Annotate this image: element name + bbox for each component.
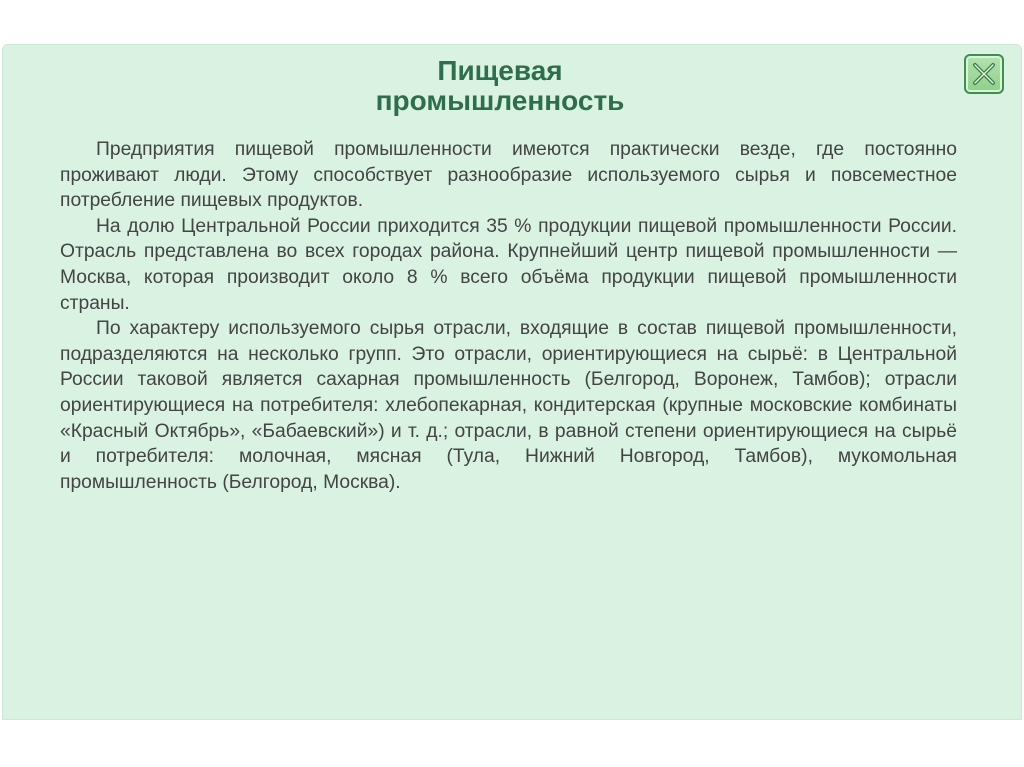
page-title (200, 56, 800, 116)
paragraph-1: Предприятия пищевой промышленности имеются практически везде, где постоянно проживают люди. Этому способствует разнообразие используемого сырья и повсеместное потребление пищевых продуктов. (60, 139, 957, 212)
article-body (60, 137, 957, 495)
close-button[interactable] (964, 54, 1004, 94)
page-title-line-2: промышленность (375, 85, 625, 116)
paragraph-2: На долю Центральной России приходится 35 % продукции пищевой промышленности России. Отрасль представлена во всех городах района. Крупнейший центр пищевой промышленности — Москва, которая производит около 8 % всего объёма продукции пищевой промышленности страны. (60, 215, 957, 314)
close-icon (972, 62, 996, 86)
paragraph-3: По характеру используемого сырья отрасли, входящие в состав пищевой промышленности, подразделяются на несколько групп. Это отрасли, ориентирующиеся на сырьё: в Центральной России таковой является сахарная промышленность (Белгород, Воронеж, Тамбов); отрасли ориентирующиеся на потребителя: хлебопекарная, кондитерская (крупные московские комбинаты «Красный Октябрь», «Бабаевский») и т. д.; отрасли, в равной степени ориентирующиеся на сырьё и потребителя: молочная, мясная (Тула, Нижний Новгород, Тамбов), мукомольная промышленность (Белгород, Москва). (60, 318, 957, 493)
page-title-line-1: Пищевая (437, 55, 563, 86)
